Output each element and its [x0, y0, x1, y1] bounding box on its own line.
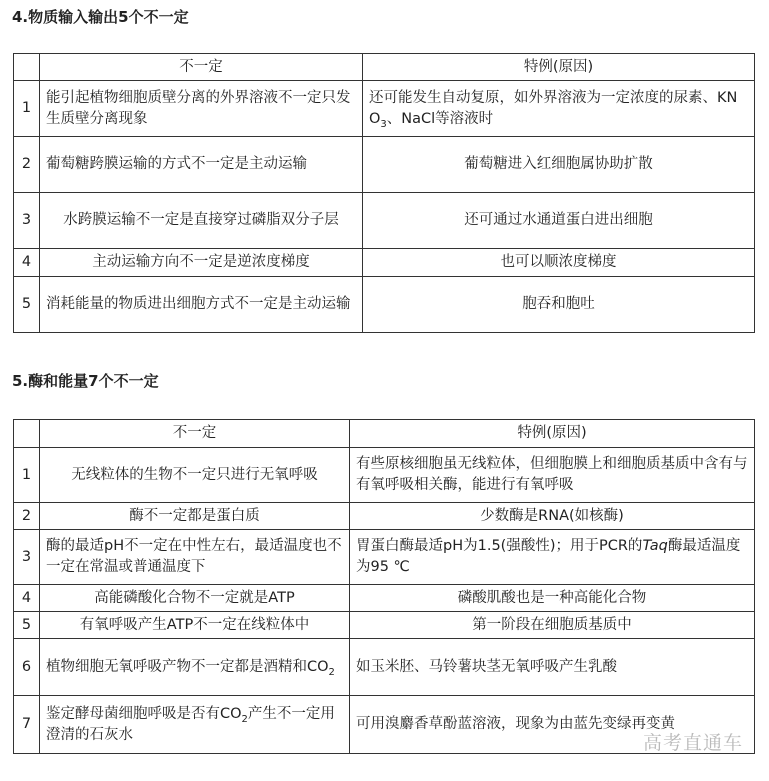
- row-statement: 主动运输方向不一定是逆浓度梯度: [40, 249, 363, 277]
- table-row: [14, 193, 755, 249]
- row-number: 5: [14, 277, 40, 333]
- row-number: 3: [14, 193, 40, 249]
- header-num: [14, 420, 40, 448]
- watermark-text: 高考直通车: [642, 732, 743, 754]
- header-num: [14, 54, 40, 81]
- row-exception: 第一阶段在细胞质基质中: [350, 612, 755, 639]
- row-number: 3: [14, 530, 40, 585]
- row-exception: 磷酸肌酸也是一种高能化合物: [350, 585, 755, 612]
- row-exception: 少数酶是RNA(如核酶): [350, 503, 755, 530]
- row-exception: 胃蛋白酶最适pH为1.5(强酸性)；用于PCR的Taq酶最适温度为95 ℃: [350, 530, 755, 585]
- row-statement: 高能磷酸化合物不一定就是ATP: [40, 585, 350, 612]
- row-exception: 胞吞和胞吐: [363, 277, 755, 333]
- row-number: 1: [14, 448, 40, 503]
- section-title-transport: 4.物质输入输出5个不一定: [12, 8, 189, 26]
- row-number: 2: [14, 503, 40, 530]
- header-not-necessarily: 不一定: [40, 54, 363, 81]
- table-row: [14, 639, 755, 696]
- table-header-row: [14, 54, 755, 81]
- row-number: 5: [14, 612, 40, 639]
- row-number: 2: [14, 137, 40, 193]
- header-exception: 特例(原因): [363, 54, 755, 81]
- row-statement: 酶的最适pH不一定在中性左右，最适温度也不一定在常温或普通温度下: [40, 530, 350, 585]
- table-header-row: [14, 420, 755, 448]
- header-exception: 特例(原因): [350, 420, 755, 448]
- table-row: [14, 503, 755, 530]
- row-statement: 无线粒体的生物不一定只进行无氧呼吸: [40, 448, 350, 503]
- row-exception: 有些原核细胞虽无线粒体，但细胞膜上和细胞质基质中含有与有氧呼吸相关酶，能进行有氧呼吸: [350, 448, 755, 503]
- row-statement: 葡萄糖跨膜运输的方式不一定是主动运输: [40, 137, 363, 193]
- table-row: [14, 249, 755, 277]
- table-row: [14, 81, 755, 137]
- row-statement: 有氧呼吸产生ATP不一定在线粒体中: [40, 612, 350, 639]
- row-number: 6: [14, 639, 40, 696]
- row-exception: 可用溴麝香草酚蓝溶液，现象为由蓝先变绿再变黄: [350, 696, 755, 754]
- row-exception: 还可通过水通道蛋白进出细胞: [363, 193, 755, 249]
- row-exception: 还可能发生自动复原，如外界溶液为一定浓度的尿素、$KNO_3$、NaCl等溶液时: [363, 81, 755, 137]
- row-statement: 植物细胞无氧呼吸产物不一定都是酒精和$CO_2$: [40, 639, 350, 696]
- table-row: [14, 277, 755, 333]
- section-title-enzyme: 5.酶和能量7个不一定: [12, 372, 159, 390]
- table-row: [14, 137, 755, 193]
- row-number: 4: [14, 249, 40, 277]
- row-exception: 也可以顺浓度梯度: [363, 249, 755, 277]
- row-statement: 消耗能量的物质进出细胞方式不一定是主动运输: [40, 277, 363, 333]
- header-not-necessarily: 不一定: [40, 420, 350, 448]
- row-number: 7: [14, 696, 40, 754]
- row-number: 4: [14, 585, 40, 612]
- row-statement: 酶不一定都是蛋白质: [40, 503, 350, 530]
- table-row: [14, 585, 755, 612]
- row-number: 1: [14, 81, 40, 137]
- row-exception: 葡萄糖进入红细胞属协助扩散: [363, 137, 755, 193]
- table-row: [14, 612, 755, 639]
- row-exception: 如玉米胚、马铃薯块茎无氧呼吸产生乳酸: [350, 639, 755, 696]
- table-transport: [13, 53, 755, 333]
- table-enzyme: [13, 419, 755, 754]
- table-row: [14, 530, 755, 585]
- row-statement: 鉴定酵母菌细胞呼吸是否有$CO_2$产生不一定用澄清的石灰水: [40, 696, 350, 754]
- row-statement: 水跨膜运输不一定是直接穿过磷脂双分子层: [40, 193, 363, 249]
- table-row: [14, 448, 755, 503]
- row-statement: 能引起植物细胞质壁分离的外界溶液不一定只发生质壁分离现象: [40, 81, 363, 137]
